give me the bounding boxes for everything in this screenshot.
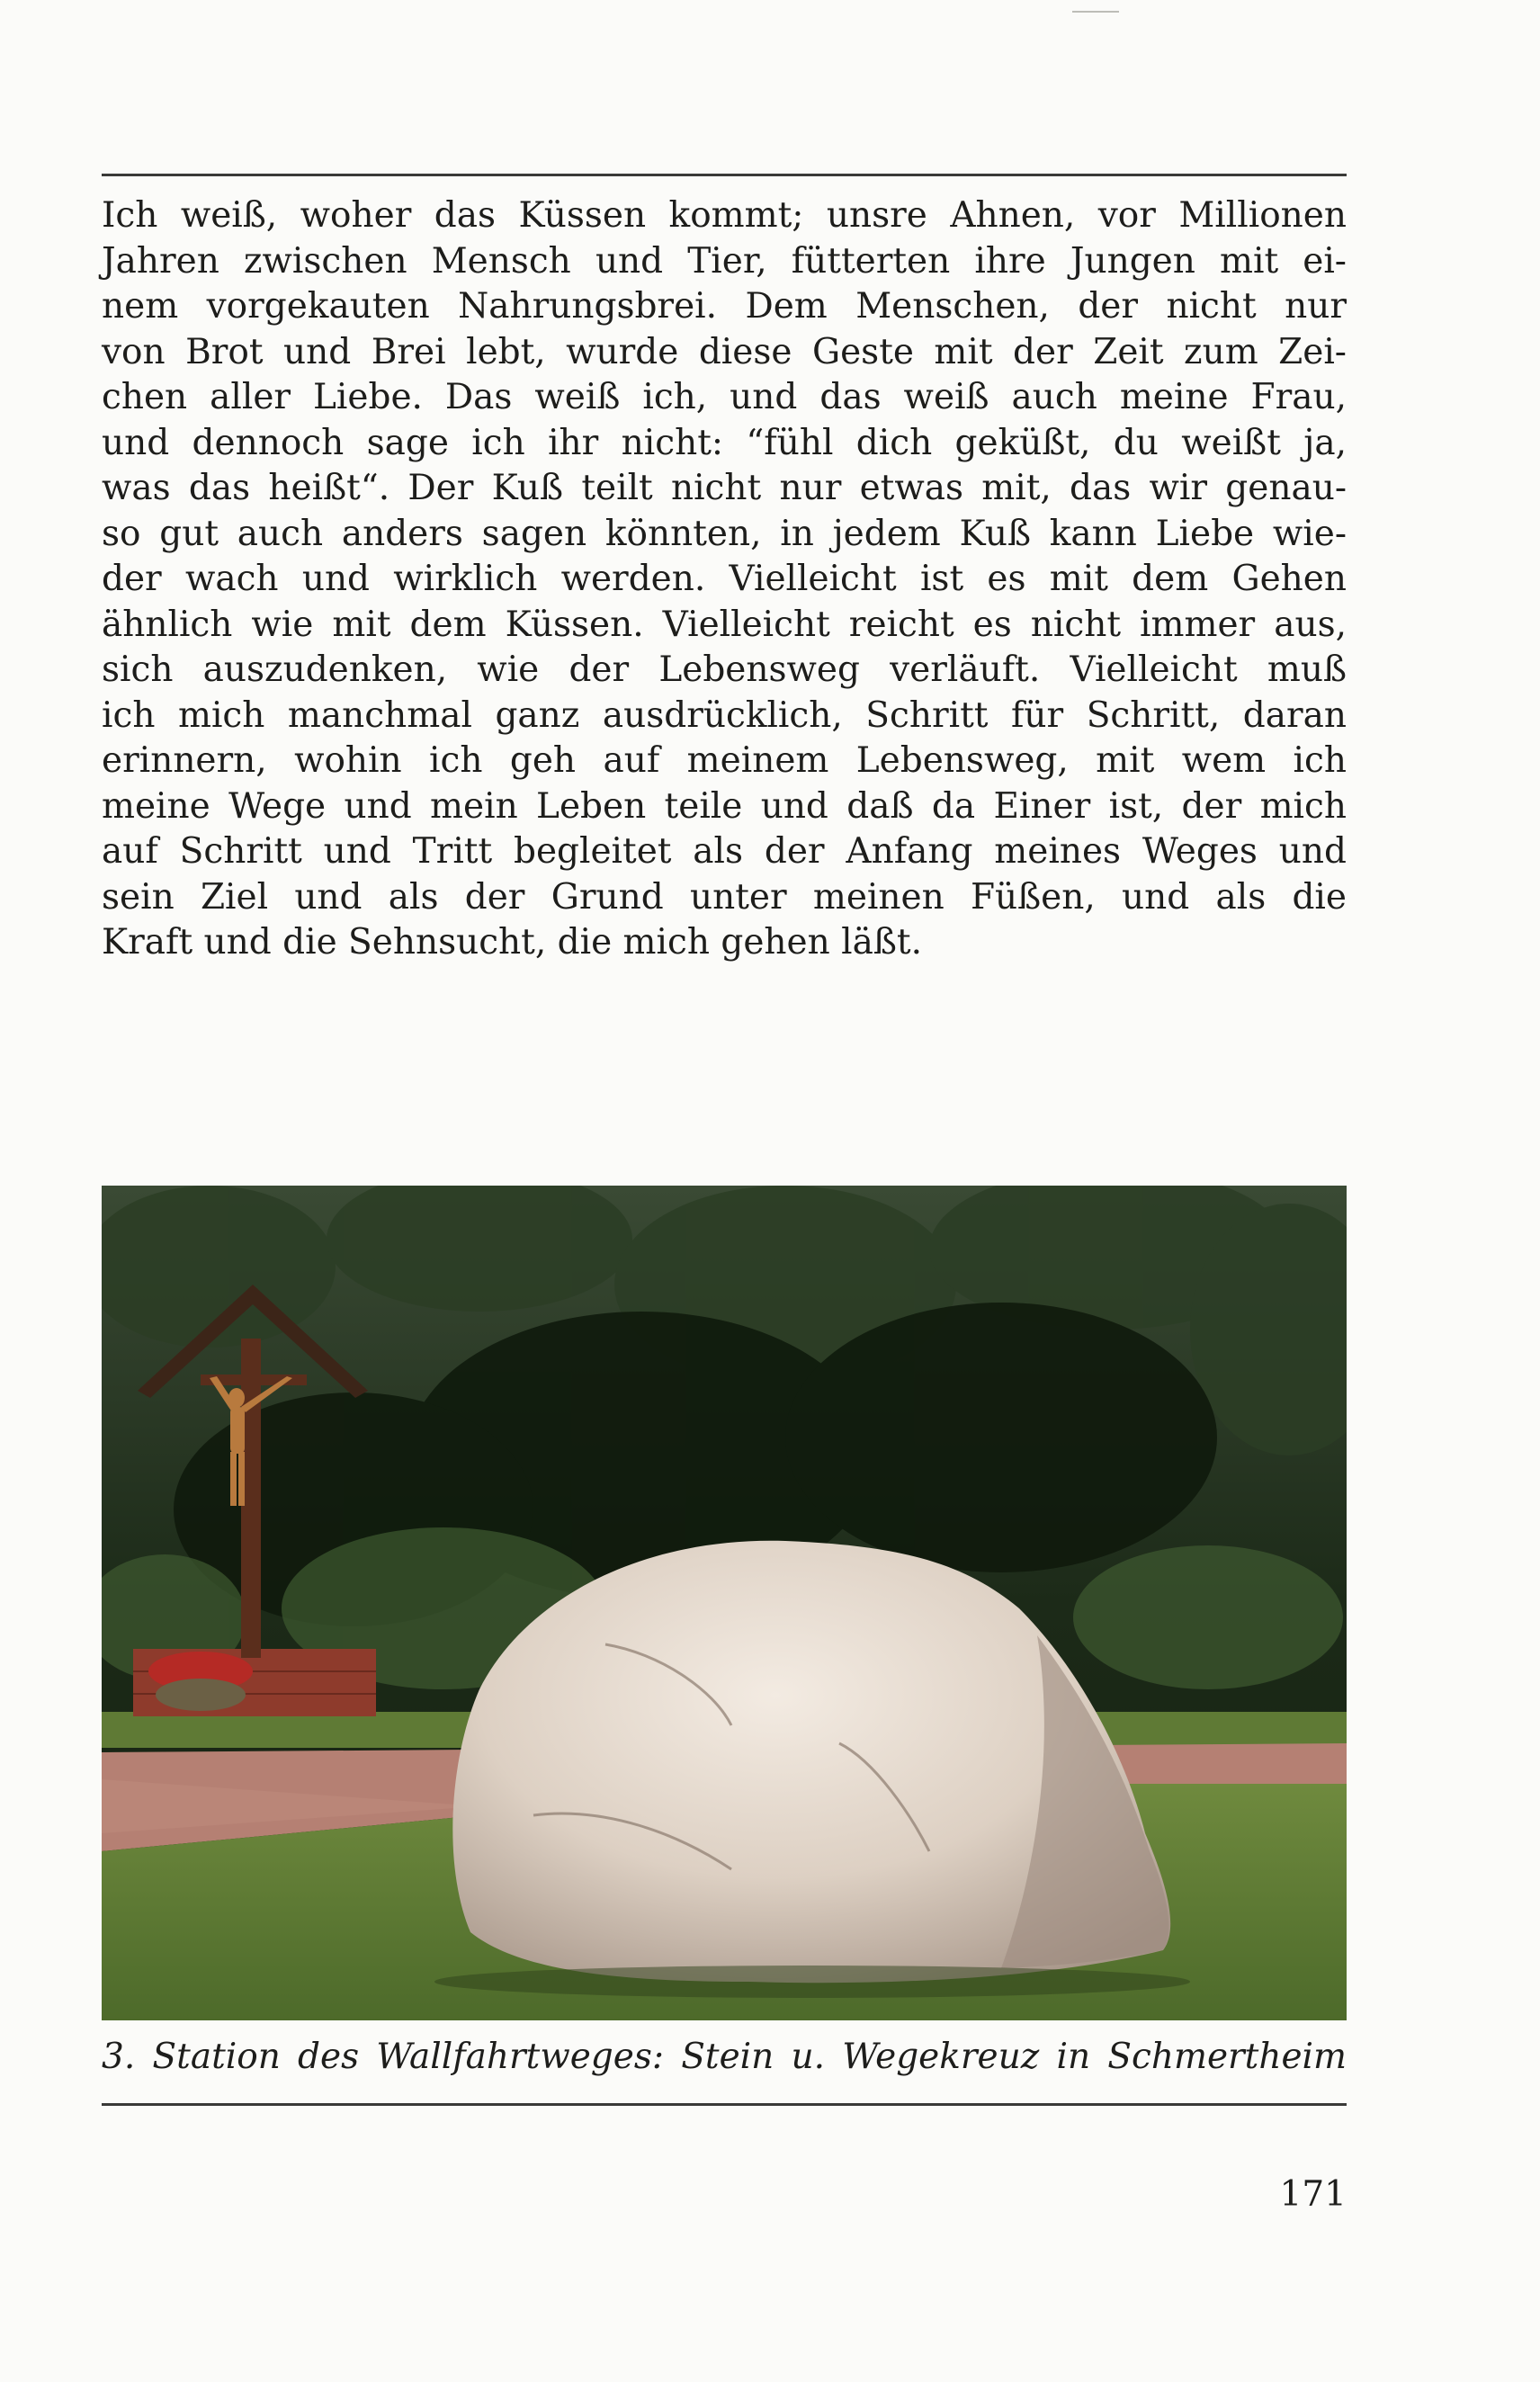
bottom-rule [102,2103,1347,2106]
scan-mark [1072,11,1119,13]
body-line: Ich weiß, woher das Küssen kommt; unsre Ahnen, vor Millionen [102,195,1347,236]
body-line: ich mich manchmal ganz ausdrücklich, Schritt für Schritt, daran [102,694,1347,736]
photo-caption: 3. Station des Wallfahrtweges: Stein u. Wegekreuz in Schmertheim [102,2037,1347,2077]
body-text [102,193,1347,966]
body-line: von Brot und Brei lebt, wurde diese Geste mit der Zeit zum Zei- [102,331,1347,372]
body-line: und dennoch sage ich ihr nicht: “fühl dich geküßt, du weißt ja, [102,422,1347,463]
body-line: meine Wege und mein Leben teile und daß da Einer ist, der mich [102,785,1347,827]
body-line: sein Ziel und als der Grund unter meinen Füßen, und als die [102,876,1347,918]
photo-stone-and-wayside-cross [102,1186,1347,2020]
body-line: ähnlich wie mit dem Küssen. Vielleicht reicht es nicht immer aus, [102,604,1347,645]
body-line: auf Schritt und Tritt begleitet als der Anfang meines Weges und [102,831,1347,872]
body-line: sich auszudenken, wie der Lebensweg verläuft. Vielleicht muß [102,649,1347,690]
body-line: chen aller Liebe. Das weiß ich, und das weiß auch meine Frau, [102,377,1347,417]
body-line: so gut auch anders sagen könnten, in jedem Kuß kann Liebe wie- [102,513,1347,554]
body-line: der wach und wirklich werden. Vielleicht ist es mit dem Gehen [102,559,1347,599]
body-line: Kraft und die Sehnsucht, die mich gehen läßt. [102,922,922,963]
body-line: was das heißt“. Der Kuß teilt nicht nur etwas mit, das wir genau- [102,468,1347,508]
page-number: 171 [1279,2174,1347,2215]
body-line: erinnern, wohin ich geh auf meinem Lebensweg, mit wem ich [102,740,1347,781]
body-line: Jahren zwischen Mensch und Tier, fütterten ihre Jungen mit ei- [102,240,1347,282]
top-rule [102,174,1347,176]
body-line: nem vorgekauten Nahrungsbrei. Dem Menschen, der nicht nur [102,286,1347,327]
